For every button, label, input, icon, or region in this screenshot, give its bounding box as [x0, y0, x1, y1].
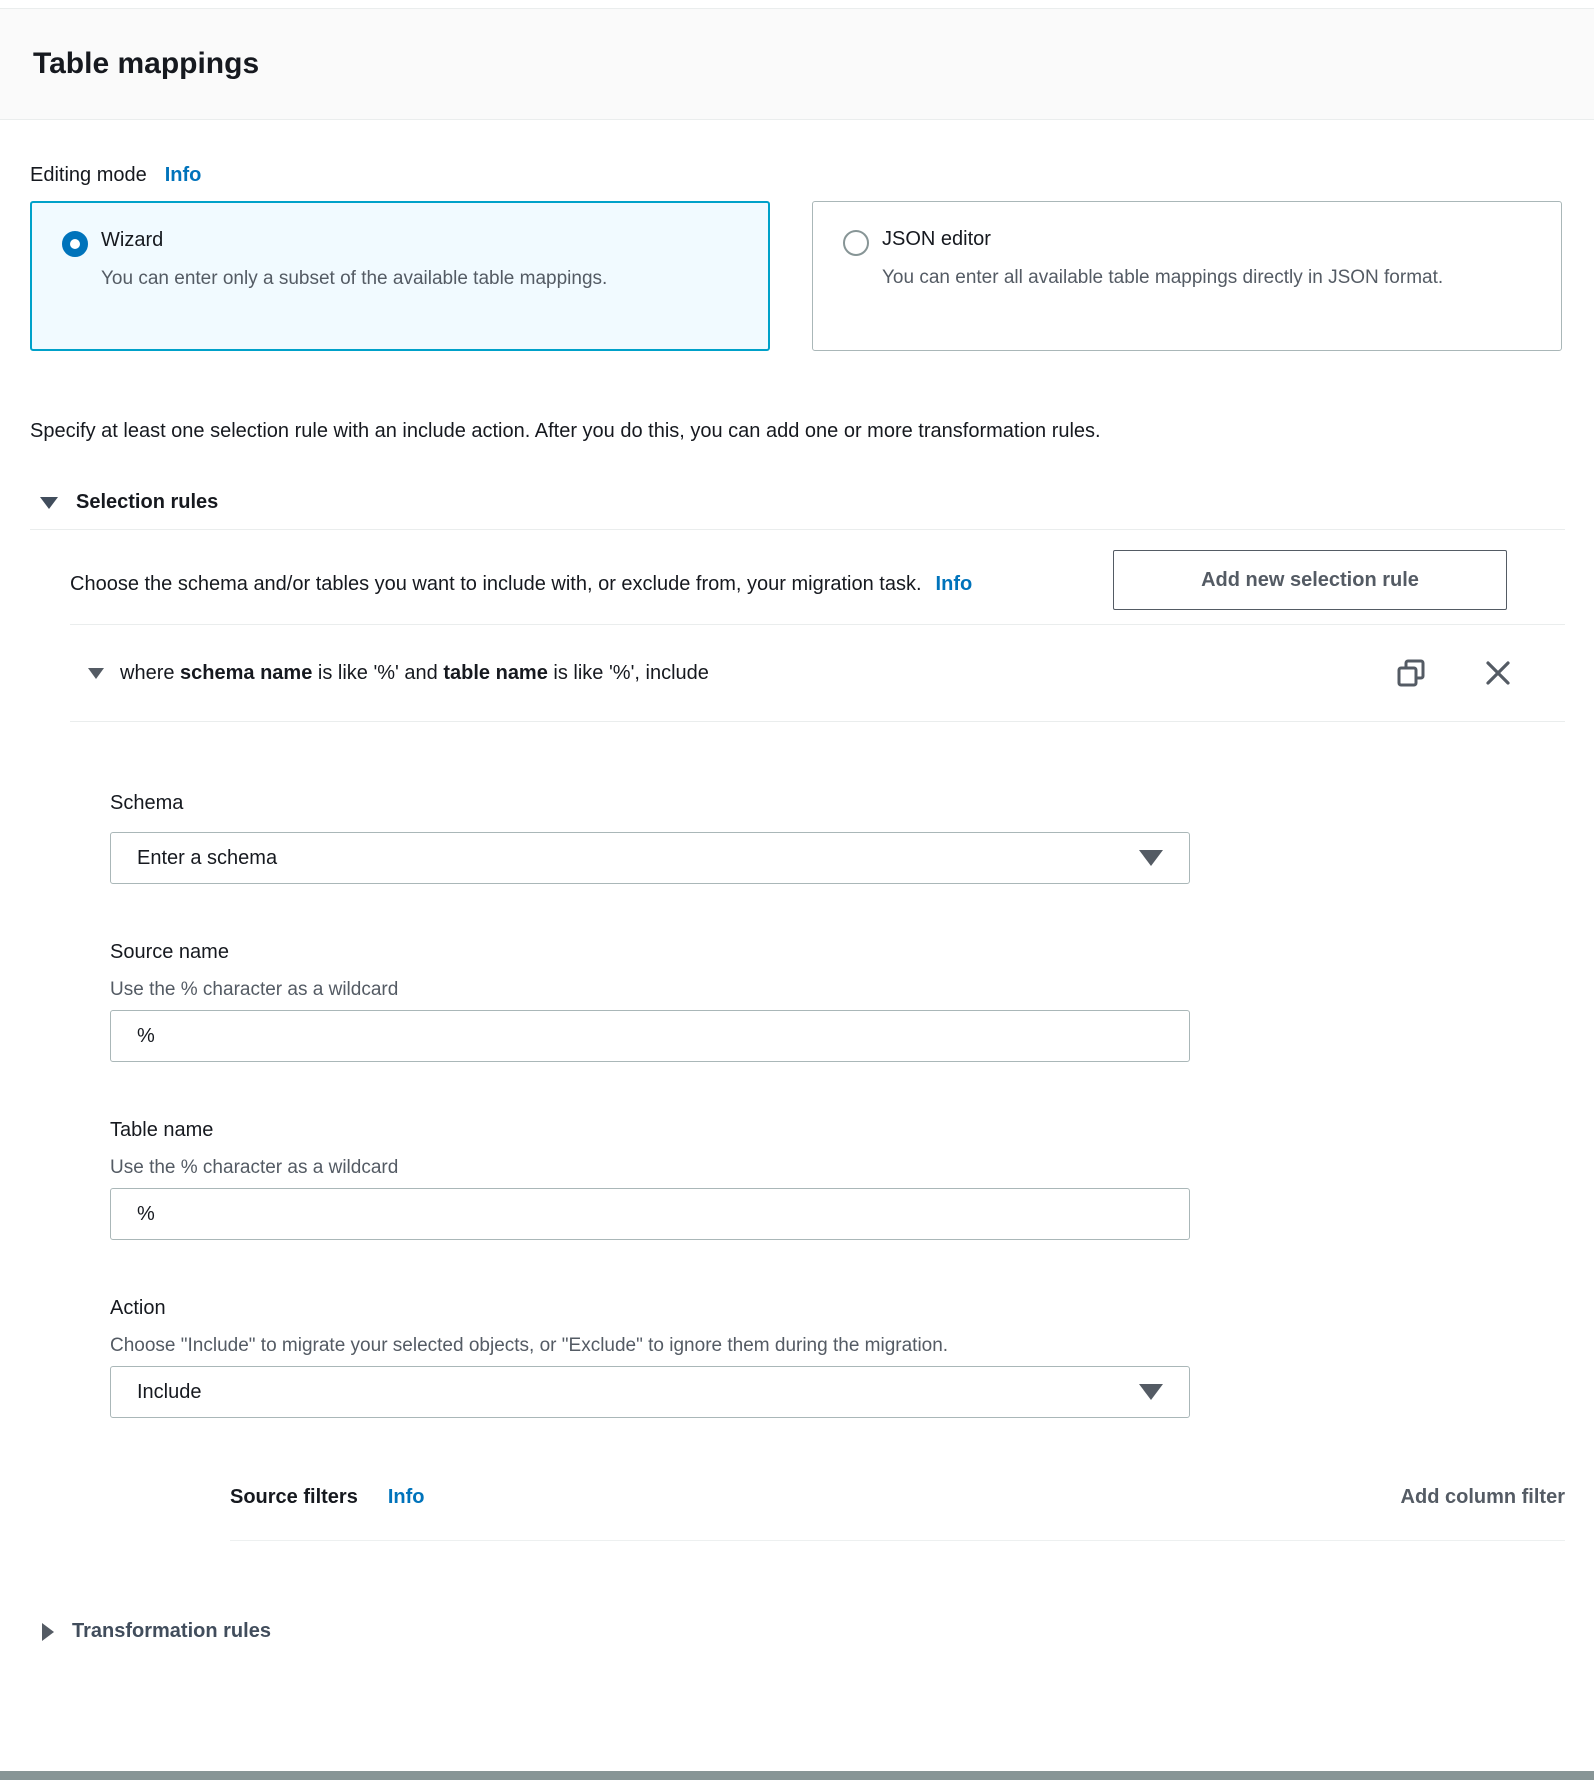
divider [70, 721, 1565, 722]
rule-summary-part: where [120, 661, 181, 684]
source-filters-row [230, 1486, 1565, 1509]
schema-label: Schema [110, 792, 184, 814]
caret-down-icon [88, 668, 104, 679]
panel-body [0, 164, 1594, 1643]
add-column-filter-button[interactable]: Add column filter [1400, 1486, 1565, 1508]
source-name-field [110, 941, 1565, 1062]
editing-mode-row [30, 164, 1565, 187]
selection-rules-description-row [30, 550, 1565, 610]
close-icon[interactable] [1483, 658, 1513, 688]
divider [30, 529, 1565, 530]
selection-rule-row[interactable] [30, 625, 1565, 721]
action-field [110, 1297, 1565, 1418]
radio-selected-icon[interactable] [62, 231, 88, 257]
selection-rules-header[interactable] [30, 491, 1565, 514]
wizard-option-description: You can enter only a subset of the available table mappings. [101, 268, 608, 289]
json-editor-option-text [882, 228, 1443, 296]
selection-rules-description [70, 566, 1075, 603]
schema-select-value: Enter a schema [137, 846, 278, 869]
wizard-option-label: Wizard [101, 229, 164, 251]
caret-down-icon [1139, 1384, 1163, 1400]
selection-rule-summary [120, 662, 709, 685]
table-name-label: Table name [110, 1119, 214, 1141]
rule-summary-part: is like '%', include [547, 661, 709, 684]
radio-unselected-icon[interactable] [843, 230, 869, 256]
copy-icon[interactable] [1395, 657, 1427, 689]
editing-mode-option-json-editor[interactable] [812, 201, 1562, 351]
action-select-value: Include [137, 1380, 202, 1403]
action-hint: Choose "Include" to migrate your selected objects, or "Exclude" to ignore them during the migration. [110, 1335, 949, 1356]
source-filters-title: Source filters [230, 1486, 358, 1508]
editing-mode-label: Editing mode [30, 164, 147, 186]
intro-text: Specify at least one selection rule with an include action. After you do this, you can add one or more transformation rules. [30, 420, 1101, 442]
selection-rules-info-link[interactable]: Info [935, 573, 973, 595]
selection-rules-title: Selection rules [76, 491, 219, 513]
bottom-band [0, 1771, 1594, 1780]
panel-header [0, 8, 1594, 120]
action-select[interactable] [110, 1366, 1190, 1418]
table-name-hint: Use the % character as a wildcard [110, 1157, 399, 1178]
schema-select[interactable] [110, 832, 1190, 884]
page-title: Table mappings [33, 47, 260, 80]
transformation-rules-header[interactable] [30, 1620, 1565, 1643]
caret-down-icon [40, 497, 58, 509]
json-editor-option-label: JSON editor [882, 228, 991, 250]
rule-summary-part: is like '%' and [312, 661, 444, 684]
divider [230, 1540, 1565, 1541]
editing-mode-options [30, 201, 1565, 351]
source-name-input[interactable] [110, 1010, 1190, 1062]
editing-mode-info-link[interactable]: Info [164, 164, 202, 186]
action-label: Action [110, 1297, 166, 1319]
transformation-rules-title: Transformation rules [72, 1620, 271, 1642]
add-new-selection-rule-button[interactable]: Add new selection rule [1113, 550, 1507, 610]
table-name-field [110, 1119, 1565, 1240]
table-name-input[interactable] [110, 1188, 1190, 1240]
top-strip [0, 0, 1594, 8]
rule-summary-schema-name: schema name [180, 661, 313, 684]
selection-rule-form [30, 792, 1565, 1418]
editing-mode-option-wizard[interactable] [30, 201, 770, 351]
json-editor-option-description: You can enter all available table mappings directly in JSON format. [882, 267, 1444, 288]
caret-down-icon [1139, 850, 1163, 866]
selection-rules-description-text: Choose the schema and/or tables you want to include with, or exclude from, your migration task. [70, 573, 922, 595]
source-name-hint: Use the % character as a wildcard [110, 979, 399, 1000]
rule-actions [1395, 657, 1513, 689]
source-filters-info-link[interactable]: Info [387, 1486, 425, 1508]
caret-right-icon [42, 1623, 54, 1641]
wizard-option-text [101, 229, 607, 297]
rule-summary-table-name: table name [443, 661, 548, 684]
source-name-label: Source name [110, 941, 229, 963]
